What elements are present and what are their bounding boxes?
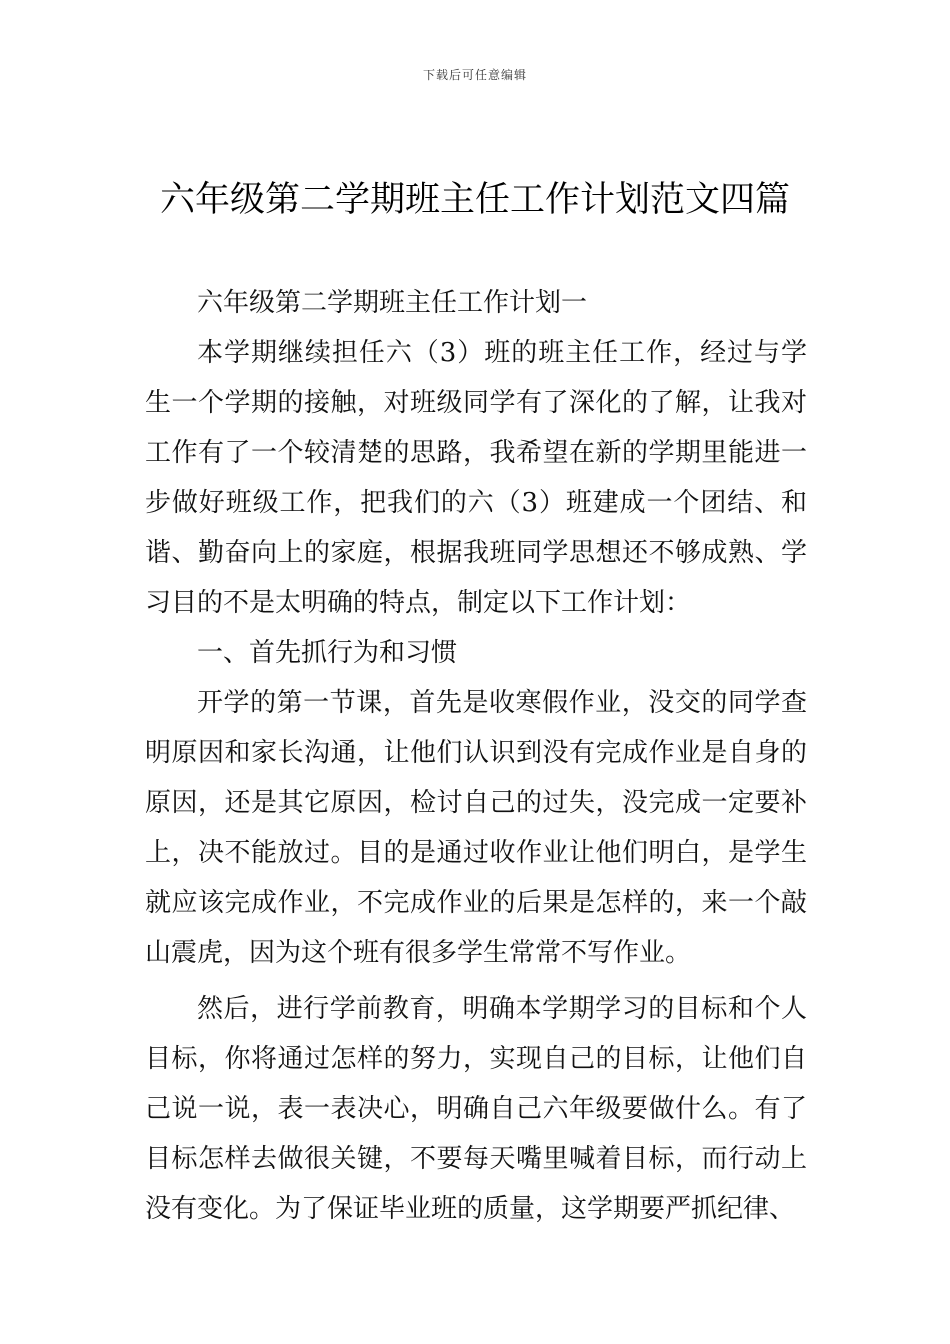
intro-paragraph: 本学期继续担任六（3）班的班主任工作，经过与学生一个学期的接触，对班级同学有了深化的了解，让我对工作有了一个较清楚的思路，我希望在新的学期里能进一步做好班级工作，把我们的六（3）班建成一个团结、和谐、勤奋向上的家庭，根据我班同学思想还不够成熟、学习目的不是太明确的特点，制定以下工作计划： xyxy=(145,338,807,618)
header-note: 下载后可任意编辑 xyxy=(422,68,527,82)
document-body xyxy=(145,278,807,1234)
section-1-paragraph-1: 开学的第一节课，首先是收寒假作业，没交的同学查明原因和家长沟通，让他们认识到没有完成作业是自身的原因，还是其它原因，检讨自己的过失，没完成一定要补上，决不能放过。目的是通过收作业让他们明白，是学生就应该完成作业，不完成作业的后果是怎样的，来一个敲山震虎，因为这个班有很多学生常常不写作业。 xyxy=(145,688,807,968)
plan-subtitle: 六年级第二学期班主任工作计划一 xyxy=(197,288,588,318)
section-1-paragraph-2: 然后，进行学前教育，明确本学期学习的目标和个人目标，你将通过怎样的努力，实现自己的目标，让他们自己说一说，表一表决心，明确自己六年级要做什么。有了目标怎样去做很关键，不要每天嘴里喊着目标，而行动上没有变化。为了保证毕业班的质量，这学期要严抓纪律、 xyxy=(145,994,807,1224)
document-title: 六年级第二学期班主任工作计划范文四篇 xyxy=(159,180,790,220)
section-heading-1: 一、首先抓行为和习惯 xyxy=(197,638,458,668)
